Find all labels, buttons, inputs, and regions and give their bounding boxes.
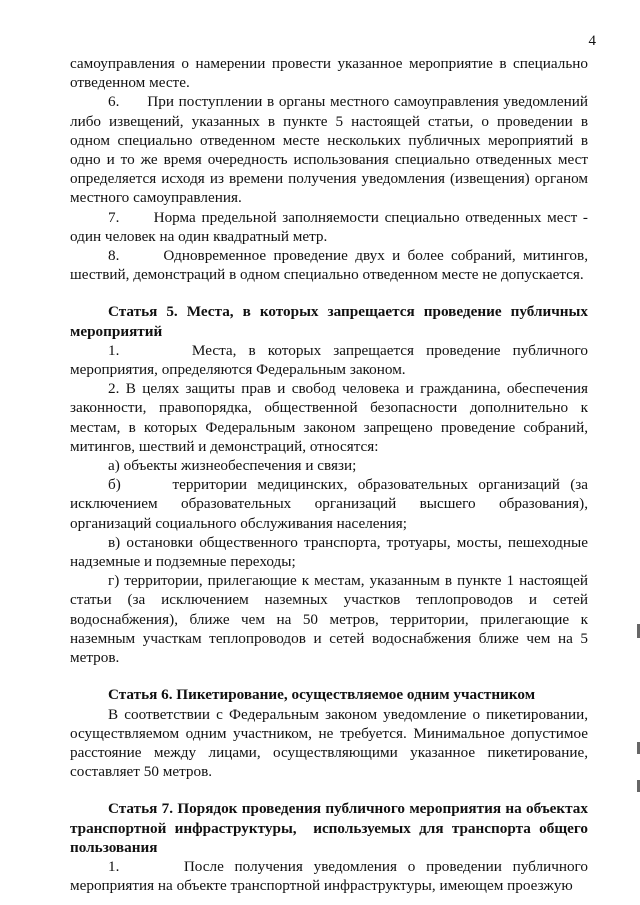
article-5-subitem-a: а) объекты жизнеобеспечения и связи; — [108, 457, 357, 475]
article-6-paragraph: В соответствии с Федеральным законом уведомление о пикетировании, осуществляемом одним участником, не требуется. Минимальное допустимое расстояние между лицами, осуществляющими указанное пикетирование, составляет 50 метров. — [70, 705, 588, 781]
section-gap — [70, 781, 588, 799]
paragraph-item-7: 7. Норма предельной заполняемости специально отведенных мест - один человек на один квадратный метр. — [70, 208, 588, 245]
article-7-item-1: 1. После получения уведомления о проведении публичного мероприятия на объекте транспортной инфраструктуры, имеющем проезжую — [70, 857, 588, 895]
article-5-item-1: 1. Места, в которых запрещается проведение публичного мероприятия, определяются Федеральным законом. — [70, 341, 588, 379]
section-gap — [70, 667, 588, 685]
article-5-item-2: 2. В целях защиты прав и свобод человека и гражданина, обеспечения законности, правопорядка, общественной безопасности дополнительно к местам, в которых Федеральным законом запрещено проведение собраний, митингов, шествий и демонстраций, относятся: — [70, 380, 588, 455]
paragraph-item-8: 8. Одновременное проведение двух и более собраний, митингов, шествий, демонстраций в одном специально отведенном месте не допускается. — [70, 247, 588, 284]
article-5-subitem-v: в) остановки общественного транспорта, тротуары, мосты, пешеходные надземные и подземные переходы; — [70, 533, 588, 571]
section-gap — [70, 284, 588, 302]
document-body — [70, 54, 588, 895]
article-7-heading: Статья 7. Порядок проведения публичного мероприятия на объектах транспортной инфраструктуры, используемых для транспорта общего пользования — [70, 800, 588, 856]
article-6-heading: Статья 6. Пикетирование, осуществляемое одним участником — [108, 686, 536, 704]
article-5-subitem-g: г) территории, прилегающие к местам, указанным в пункте 1 настоящей статьи (за исключением наземных участков теплопроводов и сетей водоснабжения), ближе чем на 50 метров, территории, прилегающие к наземным участкам теплопроводов и сетей водоснабжения ближе чем на 5 метров. — [70, 572, 588, 667]
paragraph-continuation: самоуправления о намерении провести указанное мероприятие в специально отведенном месте. — [70, 55, 588, 92]
article-5-heading: Статья 5. Места, в которых запрещается проведение публичных мероприятий — [70, 303, 588, 340]
article-5-subitem-b: б) территории медицинских, образовательных организаций (за исключением образовательных организаций высшего образования), организаций социального обслуживания населения; — [70, 476, 588, 532]
page-number: 4 — [588, 33, 596, 49]
paragraph-item-6: 6. При поступлении в органы местного самоуправления уведомлений либо извещений, указанных в пункте 5 настоящей статьи, о проведении в одном специально отведенном месте нескольких публичных мероприятий в одно и то же время очередность использования специально отведенных мест определяется исходя из времени получения уведомления (извещения) органом местного самоуправления. — [70, 93, 588, 207]
